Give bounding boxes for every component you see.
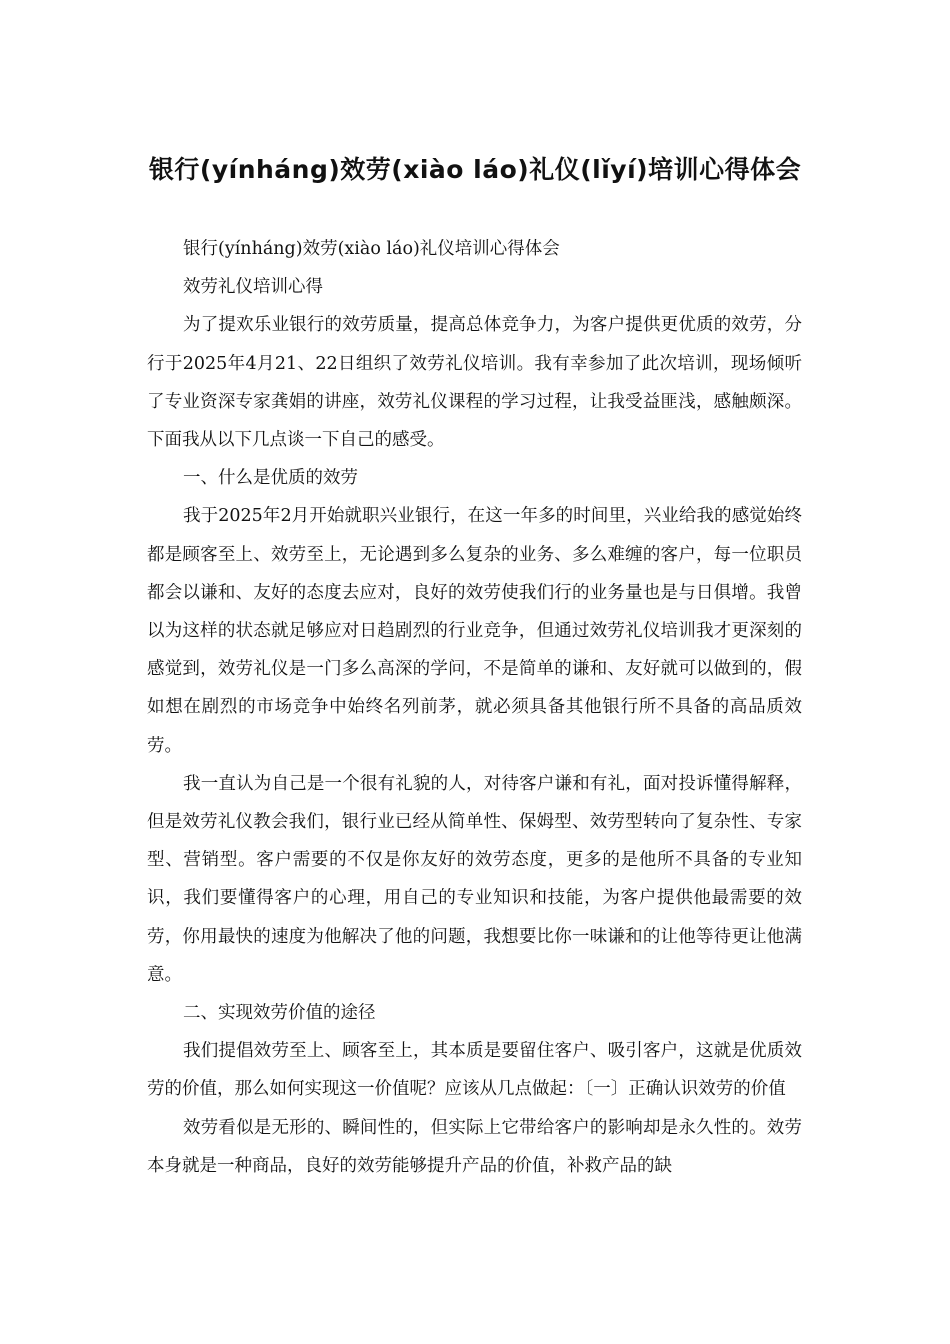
paragraph: 效劳看似是无形的、瞬间性的，但实际上它带给客户的影响却是永久性的。效劳本身就是一种商品，良好的效劳能够提升产品的价值，补救产品的缺 [147,1117,802,1176]
paragraph: 我们提倡效劳至上、顾客至上，其本质是要留住客户、吸引客户，这就是优质效劳的价值，那么如何实现这一价值呢？应该从几点做起：〔一〕正确认识效劳的价值 [147,1041,802,1100]
section-heading: 一、什么是优质的效劳 [183,468,358,489]
paragraph: 我于2025年2月开始就职兴业银行，在这一年多的时间里，兴业给我的感觉始终都是顾客至上、效劳至上，无论遇到多么复杂的业务、多么难缠的客户，每一位职员都会以谦和、友好的态度去应对，良好的效劳使我们行的业务量也是与日俱增。我曾以为这样的状态就足够应对日趋剧烈的行业竞争，但通过效劳礼仪培训我才更深刻的感觉到，效劳礼仪是一门多么高深的学问，不是简单的谦和、友好就可以做到的，假如想在剧烈的市场竞争中始终名列前茅，就必须具备其他银行所不具备的高品质效劳。 [147,506,802,756]
document-title: 银行(yínháng)效劳(xiào láo)礼仪(lǐyí)培训心得体会 [148,155,802,184]
paragraph: 银行(yínháng)效劳(xiào láo)礼仪培训心得体会 [183,239,560,259]
document-body [147,230,802,1185]
section-heading: 二、实现效劳价值的途径 [183,1003,376,1024]
paragraph: 为了提欢乐业银行的效劳质量，提高总体竞争力，为客户提供更优质的效劳，分行于2025年4月21、22日组织了效劳礼仪培训。我有幸参加了此次培训，现场倾听了专业资深专家龚娟的讲座，效劳礼仪课程的学习过程，让我受益匪浅，感触颇深。下面我从以下几点谈一下自己的感受。 [147,315,802,451]
paragraph: 效劳礼仪培训心得 [183,277,323,298]
paragraph: 我一直认为自己是一个很有礼貌的人，对待客户谦和有礼，面对投诉懂得解释，但是效劳礼仪教会我们，银行业已经从简单性、保姆型、效劳型转向了复杂性、专家型、营销型。客户需要的不仅是你友好的效劳态度，更多的是他所不具备的专业知识，我们要懂得客户的心理，用自己的专业知识和技能，为客户提供他最需要的效劳，你用最快的速度为他解决了他的问题，我想要比你一味谦和的让他等待更让他满意。 [147,773,802,985]
